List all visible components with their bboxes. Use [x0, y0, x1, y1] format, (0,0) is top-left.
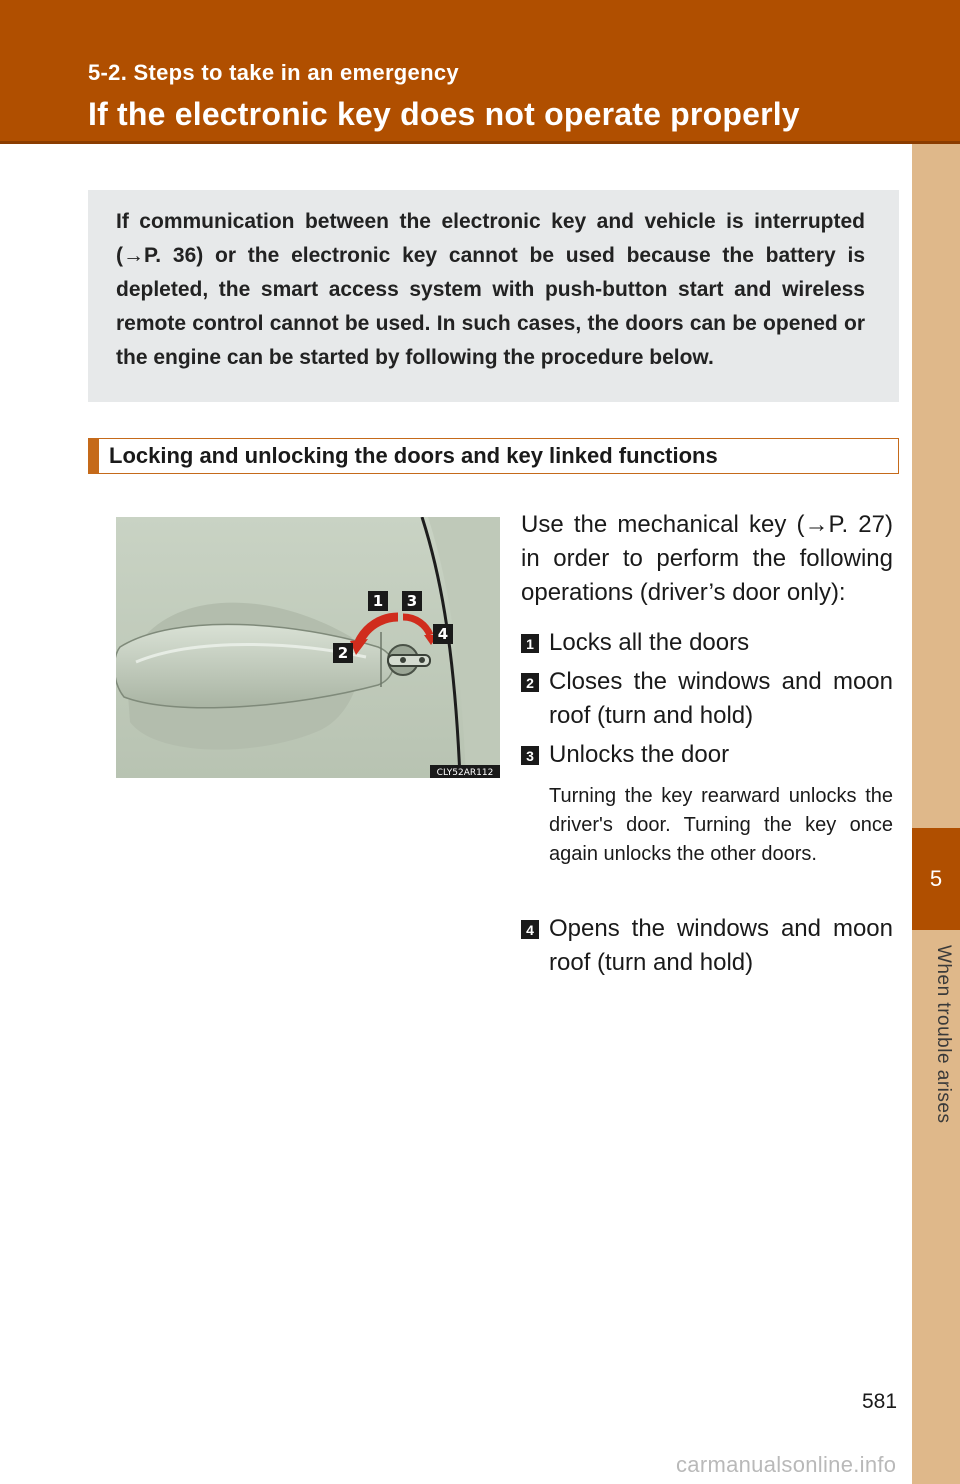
item-note: Turning the key rearward unlocks the driver's door. Turning the key once again unlocks the other doors.: [549, 785, 893, 865]
list-item: [521, 912, 893, 980]
item-number-badge: 2: [521, 673, 539, 692]
item-number-badge: 3: [521, 746, 539, 765]
item-text: Unlocks the door: [549, 741, 730, 768]
svg-text:4: 4: [437, 625, 449, 643]
callout-4: [433, 624, 453, 644]
callout-1: [368, 591, 388, 611]
instructions-column: [521, 508, 893, 976]
item-number-badge: 4: [521, 920, 539, 939]
watermark-text: carmanualsonline.info: [676, 1452, 897, 1477]
svg-text:1: 1: [372, 592, 384, 610]
callout-2: [333, 643, 353, 663]
item-text: Opens the windows and moon roof (turn and hold): [549, 915, 893, 976]
section-heading-text: Locking and unlocking the doors and key linked functions: [109, 443, 718, 468]
section-heading: [88, 438, 899, 474]
item-text: Locks all the doors: [549, 629, 750, 656]
intro-box: [88, 190, 899, 402]
chapter-number: 5: [912, 828, 960, 930]
section-label: 5-2. Steps to take in an emergency: [88, 60, 459, 85]
intro-text: If communication between the electronic key and vehicle is interrupted (→P. 36) or the electronic key cannot be used because the battery is depleted, the smart access system with push-button start and wireless remote control cannot be used. In such cases, the doors can be opened or the engine can be started by following the procedure below.: [116, 210, 865, 369]
chapter-title: When trouble arises: [933, 945, 954, 1124]
item-number-badge: 1: [521, 634, 539, 653]
figure-code: CLY52AR112: [436, 768, 494, 778]
instructions-lead: Use the mechanical key (→P. 27) in order to perform the following operations (driver’s door only):: [521, 511, 893, 606]
svg-text:2: 2: [337, 644, 349, 662]
list-item: [521, 665, 893, 733]
chapter-side-tab: [912, 144, 960, 1484]
door-handle-illustration: [116, 517, 500, 778]
page-number: 581: [862, 1390, 898, 1413]
svg-text:3: 3: [406, 592, 418, 610]
list-item: [521, 738, 893, 869]
page-title: If the electronic key does not operate properly: [88, 96, 800, 132]
page-header: [0, 0, 960, 144]
item-text: Closes the windows and moon roof (turn and hold): [549, 668, 893, 729]
callout-3: [402, 591, 422, 611]
list-item: [521, 626, 893, 660]
